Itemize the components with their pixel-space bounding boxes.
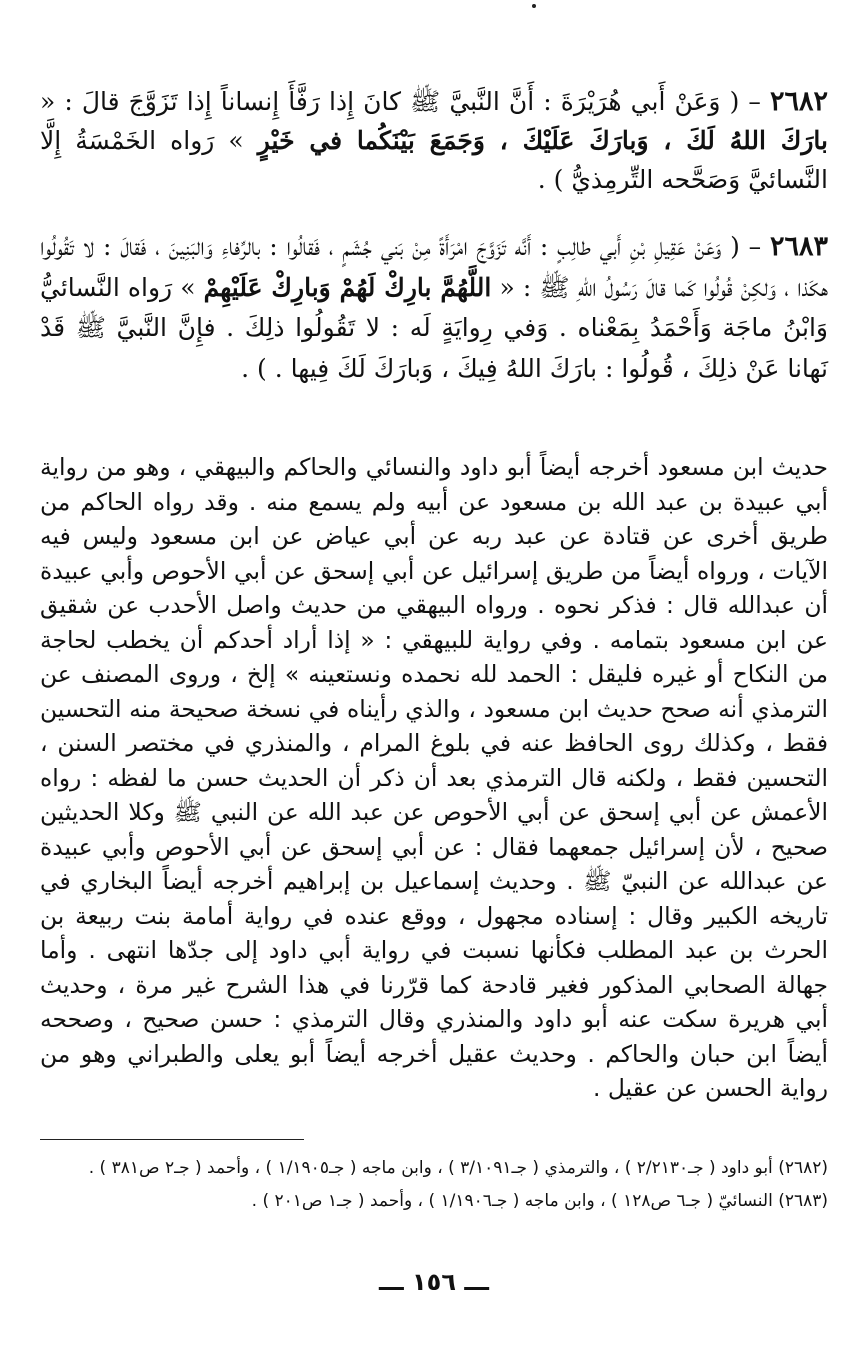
hadith-2683 <box>40 227 828 389</box>
commentary-paragraph: حديث ابن مسعود أخرجه أيضاً أبو داود والنسائي والحاكم والبيهقي ، وهو من رواية أبي عبيدة بن عبد الله بن مسعود عن أبيه ولم يسمع منه . وقد رواه الحاكم من طريق أخرى عن قتادة عن عبد ربه عن أبي عياض عن ابن مسعود وليس فيه الآيات ، ورواه أيضاً من طريق إسرائيل عن أبي إسحق عن أبي الأحوص وأبي عبيدة أن عبدالله قال : فذكر نحوه . ورواه البيهقي من حديث واصل الأحدب عن شقيق عن ابن مسعود بتمامه . وفي رواية للبيهقي : « إذا أراد أحدكم أن يخطب لحاجة من النكاح أو غيره فليقل : الحمد لله نحمده ونستعينه » إلخ ، وروى المصنف عن الترمذي أنه صحح حديث ابن مسعود ، والذي رأيناه في نسخة صحيحة منه التحسين فقط ، وكذلك روى الحافظ عنه في بلوغ المرام ، والمنذري في مختصر السنن ، التحسين فقط ، ولكنه قال الترمذي بعد أن ذكر أن الحديث حسن ما لفظه : رواه الأعمش عن أبي إسحق عن أبي الأحوص عن عبد الله عن النبي ﷺ وكلا الحديثين صحيح ، لأن إسرائيل جمعهما فقال : عن أبي إسحق عن أبي الأحوص وأبي عبيدة عن عبدالله عن النبيّ ﷺ . وحديث إسماعيل بن إبراهيم أخرجه أيضاً البخاري في تاريخه الكبير وقال : إسناده مجهول ، ووقع عنده في رواية أمامة بنت ربيعة بن الحرث بن عبد المطلب فكأنها نسبت في رواية أبي داود إلى جدّها انتهى . وأما جهالة الصحابي المذكور فغير قادحة كما قرّرنا في هذا الشرح غير مرة ، وحديث أبي هريرة سكت عنه أبو داود والمنذري وقال الترمذي : حسن صحيح ، وصححه أيضاً ابن حبان والحاكم . وحديث عقيل أخرجه أيضاً أبو يعلى والطبراني وهو من رواية الحسن عن عقيل . <box>40 453 828 1102</box>
speck-mark <box>532 4 536 8</box>
hadith-bold-text: بارَكَ اللهُ لَكَ ، وَبارَكَ عَلَيْكَ ، وَجَمَعَ بَيْنَكُما في خَيْرٍ <box>257 126 828 155</box>
footnotes <box>40 1155 828 1221</box>
hadith-number: ٢٦٨٢ <box>769 86 828 117</box>
hadith-text-end: » رَواه النَّسائيُّ وَابْنُ ماجَة وَأَحْمَدُ بِمَعْناه . وَفي رِوايَةٍ لَه : لا تَقُولُوا ذلِكَ . فإِنَّ النَّبيَّ ﷺ قَدْ نَهانا عَنْ ذلِكَ ، قُولُوا : بارَكَ اللهُ فِيكَ ، وَبارَكَ لَكَ فِيها . ) . <box>40 272 828 383</box>
hadith-number: ٢٦٨٣ <box>769 231 828 262</box>
footnote-2682: (٢٦٨٢) أبو داود ( جـ٢/٢١٣٠ ) ، والترمذي ( جـ٣/١٠٩١ ) ، وابن ماجه ( جـ١/١٩٠٥ ) ، وأحمد ( جـ٢ ص٣٨١ ) . <box>88 1158 828 1178</box>
hadith-bold-text: اللَّهُمَّ بارِكْ لَهُمْ وَبارِكْ عَلَيْهِمْ <box>203 272 492 302</box>
footnote-divider <box>40 1139 304 1140</box>
book-page <box>40 0 828 1371</box>
hadith-text: – ( وَعَنْ عَقِيلِ بْنِ أَبي طالِبٍ : أَنَّه تَزَوَّجَ امْرَأَةً مِنْ بَني جُشَمٍ ، فَقالُوا : بالرِّفاءِ وَالبَنِينَ ، فَقالَ : لا تَقُولُوا هكَذا ، وَلكِنْ قُولُوا كَما قالَ رَسُولُ اللهِ ﷺ : « <box>40 232 828 302</box>
page-number: ـــ ١٥٦ ـــ <box>379 1268 489 1296</box>
hadith-text-end: » رَواه الخَمْسَةُ إِلَّا النَّسائيَّ وَصَحَّحه التِّرمِذيُّ ) . <box>40 126 828 194</box>
hadith-text: – ( وَعَنْ أَبي هُرَيْرَةَ : أَنَّ النَّبيَّ ﷺ كانَ إِذا رَفَّأَ إِنساناً إِذا تَزَوَّجَ قالَ : « <box>40 87 770 116</box>
footnote-2683: (٢٦٨٣) النسائيّ ( جـ٦ ص١٢٨ ) ، وابن ماجه ( جـ١/١٩٠٦ ) ، وأحمد ( جـ١ ص٢٠١ ) . <box>251 1191 828 1211</box>
hadith-2682 <box>40 82 828 199</box>
